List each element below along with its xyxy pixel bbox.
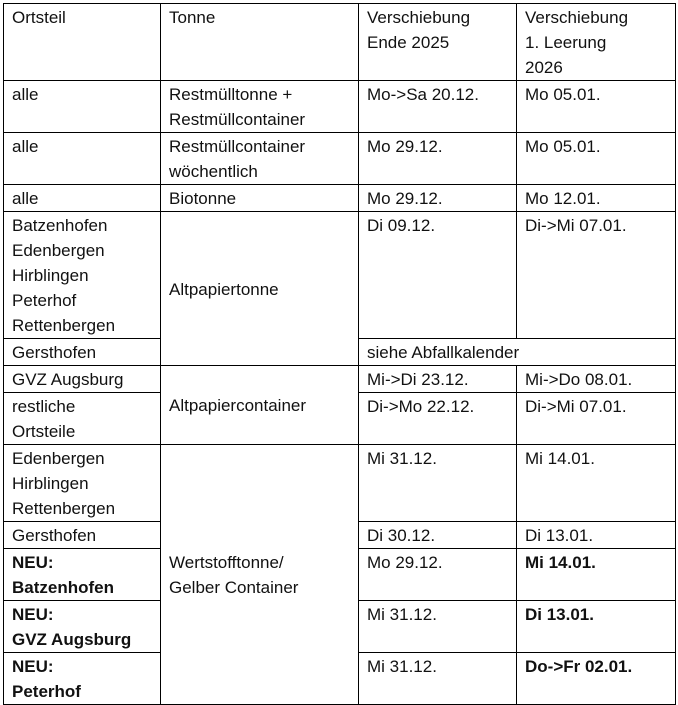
header-ortsteil: Ortsteil — [4, 4, 161, 81]
ende-cell: Mo 29.12. — [359, 549, 517, 601]
tonne-cell: Restmüllcontainer wöchentlich — [161, 133, 359, 185]
ortsteil-cell: NEU: Peterhof — [4, 653, 161, 705]
leerung-cell: Mi->Do 08.01. — [517, 366, 676, 393]
table-row — [4, 366, 676, 393]
leerung-cell: Mo 05.01. — [517, 81, 676, 133]
tonne-cell-wertstofftonne: Wertstofftonne/ Gelber Container — [161, 445, 359, 705]
ortsteil-cell: NEU: GVZ Augsburg — [4, 601, 161, 653]
table-row — [4, 81, 676, 133]
ortsteil-cell: Gersthofen — [4, 339, 161, 366]
ende-cell: Mo 29.12. — [359, 185, 517, 212]
ende-cell: Di 30.12. — [359, 522, 517, 549]
ortsteil-cell: GVZ Augsburg — [4, 366, 161, 393]
leerung-cell: Di->Mi 07.01. — [517, 393, 676, 445]
tonne-cell: Biotonne — [161, 185, 359, 212]
ende-cell: Mi 31.12. — [359, 653, 517, 705]
schedule-table — [3, 3, 676, 705]
ende-cell: Di->Mo 22.12. — [359, 393, 517, 445]
table-row — [4, 133, 676, 185]
leerung-cell: Mo 05.01. — [517, 133, 676, 185]
ortsteil-cell: restliche Ortsteile — [4, 393, 161, 445]
ende-cell: Mi 31.12. — [359, 601, 517, 653]
header-row — [4, 4, 676, 81]
leerung-cell: Di 13.01. — [517, 601, 676, 653]
leerung-cell: Mo 12.01. — [517, 185, 676, 212]
table-row — [4, 445, 676, 522]
leerung-cell: Di 13.01. — [517, 522, 676, 549]
ende-cell: Mo->Sa 20.12. — [359, 81, 517, 133]
ortsteil-cell: NEU: Batzenhofen — [4, 549, 161, 601]
ortsteil-cell: Gersthofen — [4, 522, 161, 549]
merged-cell-abfallkalender: siehe Abfallkalender — [359, 339, 676, 366]
ende-cell: Di 09.12. — [359, 212, 517, 339]
ortsteil-cell: Batzenhofen Edenbergen Hirblingen Peterhof Rettenbergen — [4, 212, 161, 339]
header-verschiebung-leerung: Verschiebung 1. Leerung 2026 — [517, 4, 676, 81]
tonne-cell-altpapiertonne: Altpapiertonne — [161, 212, 359, 366]
leerung-cell: Mi 14.01. — [517, 445, 676, 522]
table-row — [4, 185, 676, 212]
leerung-cell: Do->Fr 02.01. — [517, 653, 676, 705]
table-row — [4, 212, 676, 339]
ende-cell: Mo 29.12. — [359, 133, 517, 185]
leerung-cell: Di->Mi 07.01. — [517, 212, 676, 339]
ortsteil-cell: alle — [4, 133, 161, 185]
header-verschiebung-ende: Verschiebung Ende 2025 — [359, 4, 517, 81]
ortsteil-cell: alle — [4, 185, 161, 212]
header-tonne: Tonne — [161, 4, 359, 81]
tonne-cell: Restmülltonne + Restmüllcontainer — [161, 81, 359, 133]
tonne-cell-altpapiercontainer: Altpapiercontainer — [161, 366, 359, 445]
ortsteil-cell: Edenbergen Hirblingen Rettenbergen — [4, 445, 161, 522]
ende-cell: Mi->Di 23.12. — [359, 366, 517, 393]
ende-cell: Mi 31.12. — [359, 445, 517, 522]
ortsteil-cell: alle — [4, 81, 161, 133]
leerung-cell: Mi 14.01. — [517, 549, 676, 601]
